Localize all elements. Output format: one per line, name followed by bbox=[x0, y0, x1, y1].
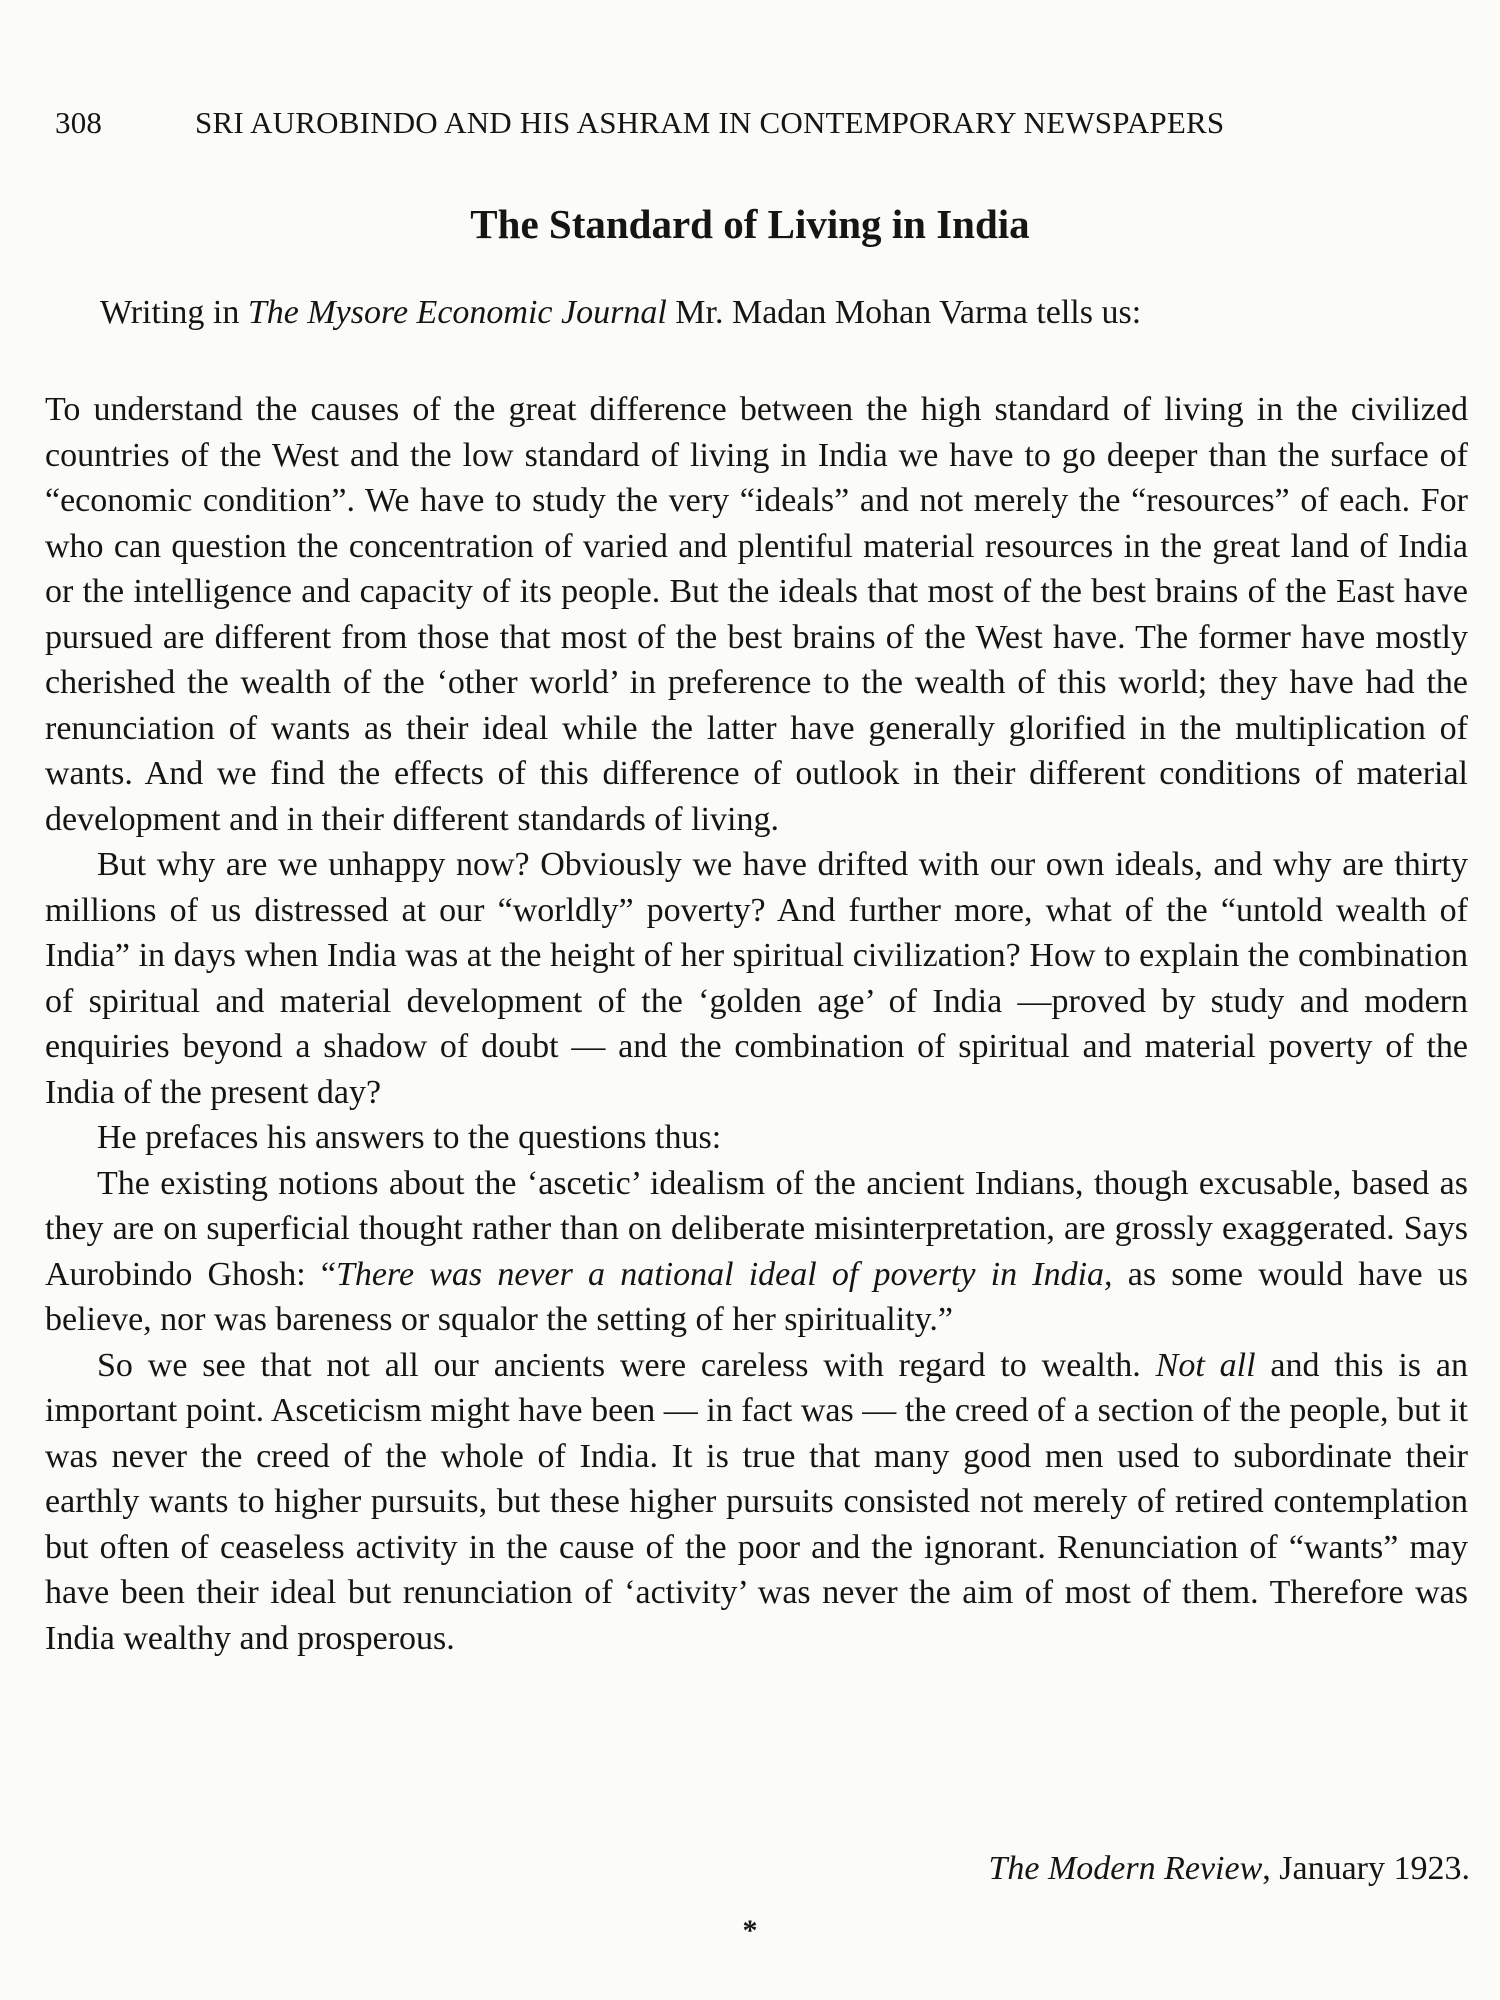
paragraph-4-text-after: and this is an important point. Asceticism might have been — in fact was — the creed of a section of the people, but it was never the creed of the whole of India. It is true that many good men used to subordinate their earthly wants to higher pursuits, but these higher pursuits consisted not merely of retired contemplation but often of ceaseless activity in the cause of the poor and the ignorant. Renunciation of “wants” may have been their ideal but renunciation of ‘activity’ was never the aim of most of them. Therefore was India wealthy and prosperous. bbox=[45, 1346, 1468, 1657]
quoted-paragraph-4 bbox=[45, 1343, 1468, 1662]
source-date: , January 1923. bbox=[1262, 1850, 1470, 1887]
not-all-italic: Not all bbox=[1155, 1346, 1256, 1384]
intro-line bbox=[100, 294, 1480, 332]
quoted-paragraph-1: To understand the causes of the great difference between the high standard of living in the civilized countries of the West and the low standard of living in India we have to go deeper than the surface of “economic condition”. We have to study the very “ideals” and not merely the “resources” of each. For who can question the concentration of varied and plentiful material resources in the great land of India or the intelligence and capacity of its people. But the ideals that most of the best brains of the East have pursued are different from those that most of the best brains of the West have. The former have mostly cherished the wealth of the ‘other world’ in preference to the wealth of this world; they have had the renunciation of wants as their ideal while the latter have generally glorified in the multiplication of wants. And we find the effects of this difference of outlook in their different conditions of material development and in their different standards of living. bbox=[45, 391, 1468, 838]
article-title: The Standard of Living in India bbox=[470, 201, 1030, 247]
source-citation bbox=[988, 1850, 1470, 1888]
journal-name: The Mysore Economic Journal bbox=[247, 294, 667, 331]
paragraph-4-text-before: So we see that not all our ancients were careless with regard to wealth. bbox=[97, 1346, 1156, 1384]
section-separator: * bbox=[742, 1914, 758, 1947]
intro-text-before: Writing in bbox=[100, 294, 248, 331]
running-title: SRI AUROBINDO AND HIS ASHRAM IN CONTEMPORARY NEWSPAPERS bbox=[195, 105, 1225, 140]
quoted-paragraph-3 bbox=[45, 1161, 1468, 1343]
paragraph-3-text-before: The existing notions about the ‘ascetic’ idealism of the ancient Indians, though excusable, based as they are on superficial thought rather than on deliberate misinterpretation, are grossly exaggerated. Says Aurobindo Ghosh: “ bbox=[45, 1164, 1468, 1293]
paragraph-3-text-after: as some would have us believe, nor was bareness or squalor the setting of her spirituality.” bbox=[45, 1255, 1468, 1338]
intro-text-after: Mr. Madan Mohan Varma tells us: bbox=[666, 294, 1142, 331]
quoted-paragraph-2: But why are we unhappy now? Obviously we have drifted with our own ideals, and why are thirty millions of us distressed at our “worldly” poverty? And further more, what of the “untold wealth of India” in days when India was at the height of her spiritual civilization? How to explain the combination of spiritual and material development of the ‘golden age’ of India —proved by study and modern enquiries beyond a shadow of doubt — and the combination of spiritual and material poverty of the India of the present day? bbox=[45, 846, 1468, 1111]
page-number: 308 bbox=[55, 105, 103, 140]
aurobindo-quote-italic: There was never a national ideal of poverty in India, bbox=[336, 1255, 1113, 1293]
article-body bbox=[45, 387, 1468, 1661]
running-header bbox=[55, 105, 1315, 141]
source-title: The Modern Review bbox=[988, 1850, 1263, 1887]
editorial-note: He prefaces his answers to the questions thus: bbox=[97, 1119, 722, 1156]
